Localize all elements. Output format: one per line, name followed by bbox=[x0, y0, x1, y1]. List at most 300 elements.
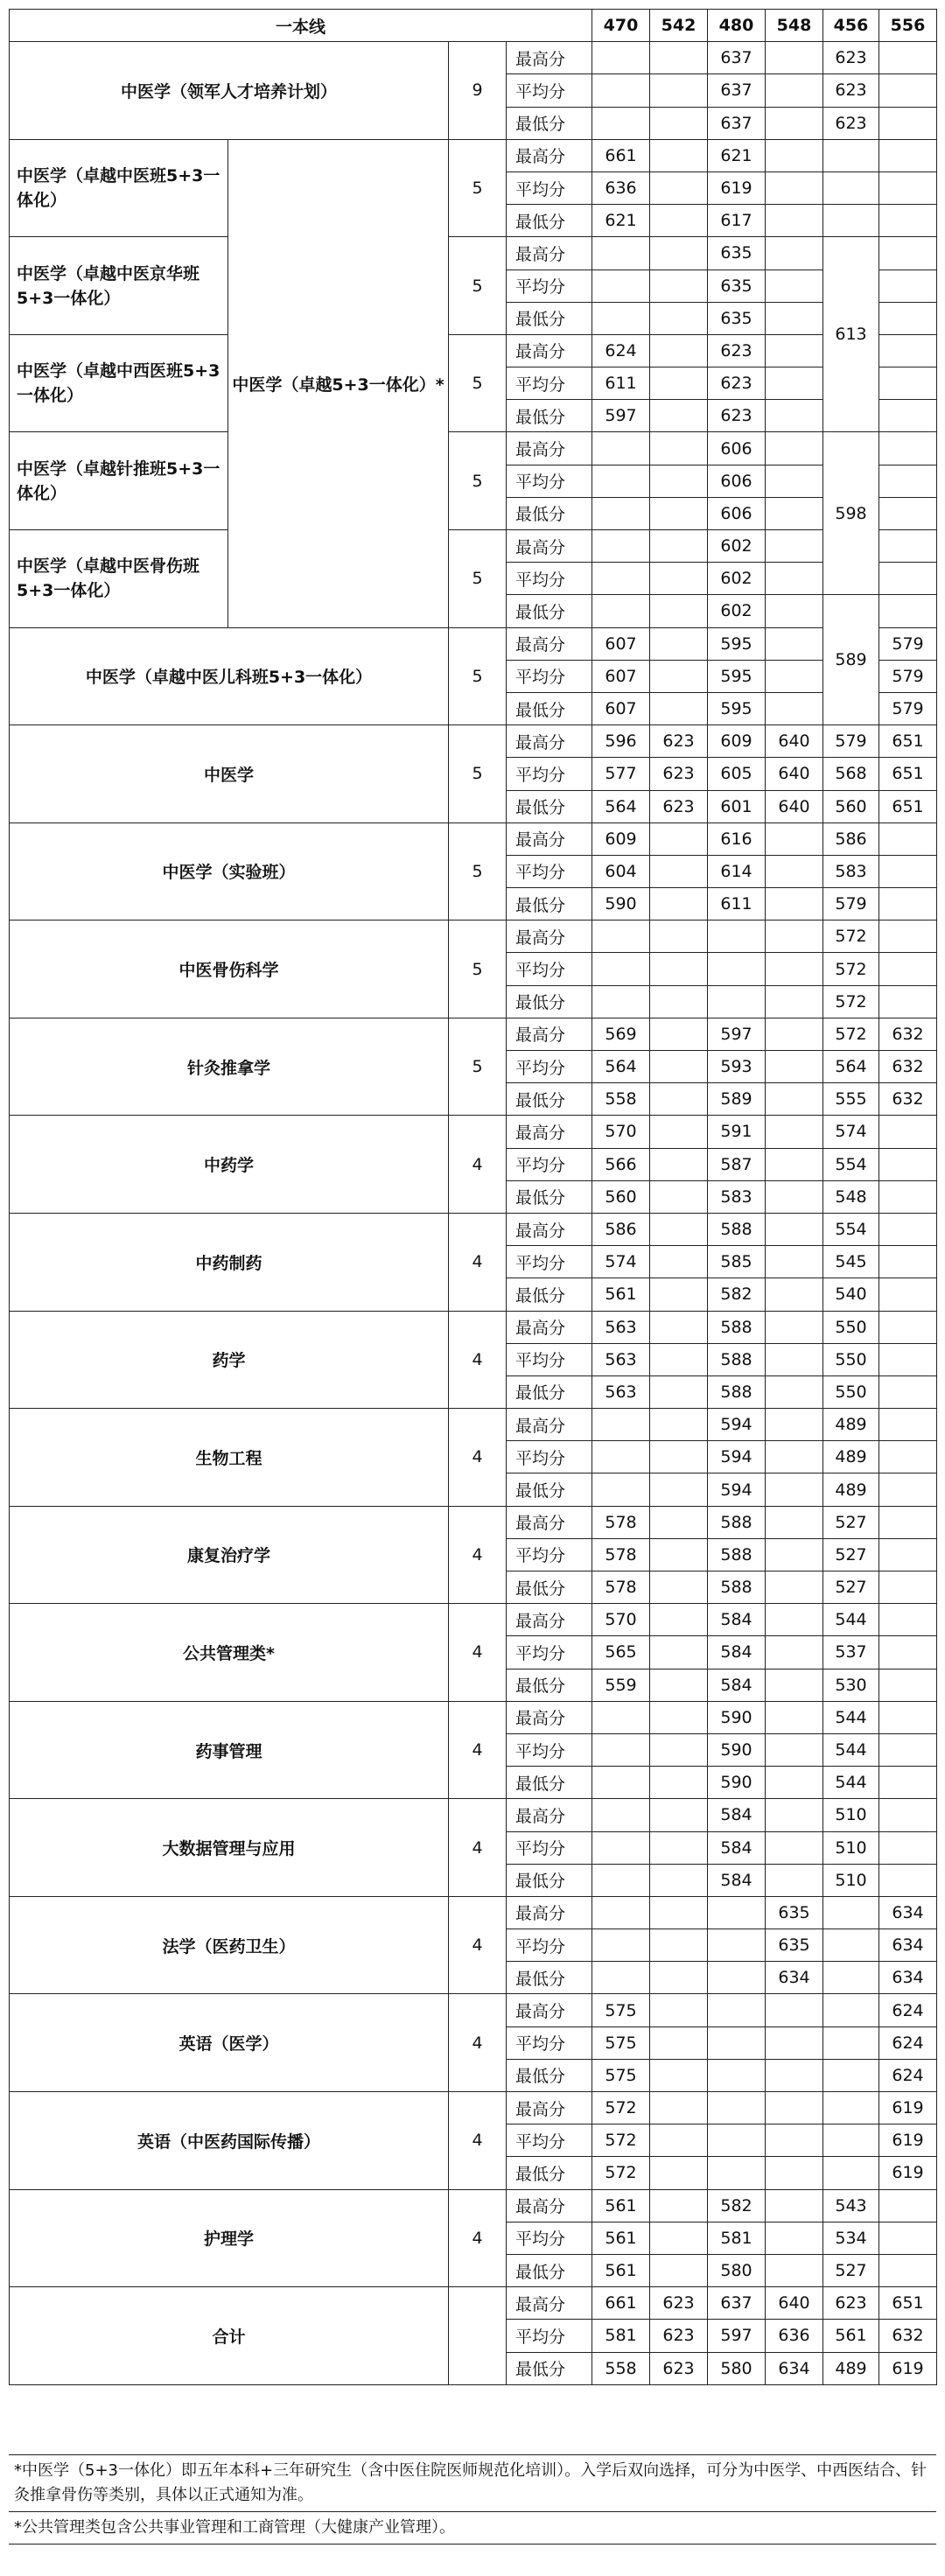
score-cell bbox=[650, 2157, 708, 2189]
score-cell: 590 bbox=[708, 1701, 766, 1733]
score-cell: 561 bbox=[823, 2320, 879, 2352]
stat-label: 平均分 bbox=[507, 855, 592, 887]
score-cell: 634 bbox=[766, 2352, 823, 2384]
stat-label: 最低分 bbox=[507, 2352, 592, 2384]
score-cell: 623 bbox=[823, 42, 879, 74]
score-cell bbox=[766, 1767, 823, 1799]
score-cell bbox=[650, 1994, 708, 2026]
score-cell bbox=[650, 2124, 708, 2157]
score-cell: 584 bbox=[708, 1864, 766, 1896]
score-cell bbox=[650, 1831, 708, 1864]
table-row bbox=[10, 2092, 937, 2124]
stat-label: 最低分 bbox=[507, 985, 592, 1018]
score-cell: 619 bbox=[879, 2157, 937, 2189]
stat-label: 平均分 bbox=[507, 2222, 592, 2254]
score-cell bbox=[650, 302, 708, 334]
score-cell bbox=[766, 1669, 823, 1701]
score-cell: 595 bbox=[708, 692, 766, 724]
stat-label: 最高分 bbox=[507, 1116, 592, 1148]
footnote-2: *公共管理类包含公共事业管理和工商管理（大健康产业管理）。 bbox=[9, 2512, 936, 2544]
score-cell bbox=[879, 172, 937, 204]
score-cell bbox=[766, 1799, 823, 1831]
header-value: 470 bbox=[592, 10, 650, 42]
score-cell: 527 bbox=[823, 1572, 879, 1604]
stat-label: 最高分 bbox=[507, 627, 592, 660]
score-cell: 607 bbox=[592, 627, 650, 660]
score-cell: 651 bbox=[879, 758, 937, 790]
program-years bbox=[449, 2287, 507, 2385]
stat-label: 最高分 bbox=[507, 139, 592, 172]
score-cell bbox=[879, 368, 937, 400]
program-name: 中医学（领军人才培养计划） bbox=[10, 42, 449, 140]
stat-label: 最高分 bbox=[507, 1701, 592, 1733]
score-cell: 510 bbox=[823, 1799, 879, 1831]
stat-label: 平均分 bbox=[507, 2320, 592, 2352]
score-cell: 635 bbox=[708, 270, 766, 302]
score-cell bbox=[650, 172, 708, 204]
score-cell bbox=[650, 1604, 708, 1636]
score-cell bbox=[708, 2092, 766, 2124]
table-row bbox=[10, 42, 937, 74]
score-cell: 616 bbox=[708, 822, 766, 855]
score-cell: 640 bbox=[766, 725, 823, 758]
score-cell: 555 bbox=[823, 1083, 879, 1116]
score-cell bbox=[823, 2059, 879, 2091]
subprogram-name: 中医学（卓越中西医班5+3一体化） bbox=[10, 334, 228, 432]
score-cell: 602 bbox=[708, 530, 766, 563]
score-cell: 550 bbox=[823, 1311, 879, 1343]
program-years: 4 bbox=[449, 1799, 507, 1897]
score-cell bbox=[766, 172, 823, 204]
stat-label: 最高分 bbox=[507, 1018, 592, 1050]
score-cell: 617 bbox=[708, 205, 766, 237]
score-cell bbox=[650, 1799, 708, 1831]
score-cell bbox=[766, 1311, 823, 1343]
stat-label: 最高分 bbox=[507, 2092, 592, 2124]
score-cell bbox=[592, 1831, 650, 1864]
score-cell bbox=[766, 1018, 823, 1050]
score-cell bbox=[766, 1376, 823, 1408]
score-cell bbox=[592, 497, 650, 529]
table-row bbox=[10, 725, 937, 758]
score-cell bbox=[879, 1409, 937, 1441]
score-cell bbox=[592, 530, 650, 563]
program-years: 4 bbox=[449, 1409, 507, 1507]
score-cell bbox=[766, 74, 823, 107]
score-cell bbox=[879, 1733, 937, 1766]
score-cell bbox=[879, 1572, 937, 1604]
table-row bbox=[10, 432, 937, 465]
score-cell: 565 bbox=[592, 1636, 650, 1669]
score-cell: 623 bbox=[823, 2287, 879, 2320]
score-cell: 510 bbox=[823, 1864, 879, 1896]
score-cell: 590 bbox=[592, 888, 650, 920]
stat-label: 最低分 bbox=[507, 1572, 592, 1604]
score-cell: 637 bbox=[708, 42, 766, 74]
score-cell: 572 bbox=[823, 985, 879, 1018]
table-row bbox=[10, 627, 937, 660]
stat-label: 平均分 bbox=[507, 1343, 592, 1376]
score-cell bbox=[650, 2222, 708, 2254]
score-cell: 540 bbox=[823, 1278, 879, 1311]
score-cell: 572 bbox=[592, 2157, 650, 2189]
score-cell bbox=[650, 1278, 708, 1311]
score-cell: 527 bbox=[823, 2254, 879, 2286]
program-name: 中医骨伤科学 bbox=[10, 920, 449, 1018]
score-cell bbox=[766, 1831, 823, 1864]
header-value: 456 bbox=[823, 10, 879, 42]
score-cell bbox=[823, 139, 879, 172]
score-cell: 590 bbox=[708, 1767, 766, 1799]
score-cell bbox=[766, 465, 823, 497]
stat-label: 最低分 bbox=[507, 205, 592, 237]
program-years: 4 bbox=[449, 1506, 507, 1604]
header-value: 542 bbox=[650, 10, 708, 42]
program-name: 中医学（卓越中医儿科班5+3一体化） bbox=[10, 627, 449, 725]
score-cell: 563 bbox=[592, 1376, 650, 1408]
score-cell bbox=[879, 530, 937, 563]
score-cell: 559 bbox=[592, 1669, 650, 1701]
score-cell bbox=[879, 1538, 937, 1571]
score-cell bbox=[766, 953, 823, 985]
score-cell bbox=[650, 855, 708, 887]
stat-label: 最高分 bbox=[507, 1311, 592, 1343]
score-cell bbox=[650, 1148, 708, 1180]
score-cell bbox=[592, 1441, 650, 1474]
stat-label: 平均分 bbox=[507, 1538, 592, 1571]
score-cell bbox=[650, 1474, 708, 1506]
score-cell bbox=[650, 1864, 708, 1896]
score-cell bbox=[708, 2157, 766, 2189]
stat-label: 平均分 bbox=[507, 1733, 592, 1766]
score-cell: 589 bbox=[708, 1083, 766, 1116]
score-cell bbox=[708, 2059, 766, 2091]
stat-label: 最低分 bbox=[507, 2059, 592, 2091]
score-cell bbox=[650, 1962, 708, 1994]
score-cell bbox=[766, 270, 823, 302]
score-cell bbox=[592, 1701, 650, 1733]
score-cell bbox=[592, 920, 650, 953]
score-cell bbox=[823, 1929, 879, 1962]
score-cell bbox=[766, 855, 823, 887]
score-cell bbox=[650, 1733, 708, 1766]
stat-label: 平均分 bbox=[507, 465, 592, 497]
score-cell bbox=[766, 334, 823, 367]
score-cell: 594 bbox=[708, 1441, 766, 1474]
score-cell: 619 bbox=[879, 2124, 937, 2157]
score-cell: 548 bbox=[823, 1180, 879, 1213]
score-cell bbox=[766, 1278, 823, 1311]
score-cell bbox=[879, 1604, 937, 1636]
score-cell bbox=[879, 432, 937, 465]
score-cell: 635 bbox=[766, 1929, 823, 1962]
stat-label: 平均分 bbox=[507, 1831, 592, 1864]
score-cell: 602 bbox=[708, 563, 766, 595]
score-cell bbox=[879, 855, 937, 887]
score-cell: 588 bbox=[708, 1572, 766, 1604]
score-cell bbox=[879, 139, 937, 172]
stat-label: 最高分 bbox=[507, 237, 592, 270]
score-cell: 624 bbox=[592, 334, 650, 367]
table-row bbox=[10, 1311, 937, 1343]
stat-label: 最低分 bbox=[507, 1962, 592, 1994]
score-cell bbox=[879, 497, 937, 529]
score-cell bbox=[650, 1896, 708, 1928]
score-cell bbox=[592, 237, 650, 270]
program-years: 5 bbox=[449, 432, 507, 530]
score-cell: 579 bbox=[823, 888, 879, 920]
table-row bbox=[10, 920, 937, 953]
score-cell bbox=[879, 237, 937, 270]
score-cell bbox=[879, 334, 937, 367]
score-cell bbox=[879, 465, 937, 497]
score-cell: 527 bbox=[823, 1538, 879, 1571]
subprogram-name: 中医学（卓越中医骨伤班5+3一体化） bbox=[10, 530, 228, 628]
score-cell: 588 bbox=[708, 1311, 766, 1343]
program-name: 英语（中医药国际传播） bbox=[10, 2092, 449, 2190]
score-cell: 572 bbox=[823, 920, 879, 953]
score-cell: 560 bbox=[823, 790, 879, 822]
score-cell bbox=[766, 530, 823, 563]
score-cell: 545 bbox=[823, 1246, 879, 1278]
program-years: 5 bbox=[449, 725, 507, 823]
score-cell bbox=[879, 1148, 937, 1180]
program-years: 4 bbox=[449, 2189, 507, 2287]
score-cell: 588 bbox=[708, 1343, 766, 1376]
score-cell: 607 bbox=[592, 692, 650, 724]
score-cell: 584 bbox=[708, 1831, 766, 1864]
score-cell bbox=[766, 1441, 823, 1474]
table-row bbox=[10, 1604, 937, 1636]
program-name: 药事管理 bbox=[10, 1701, 449, 1799]
score-cell: 651 bbox=[879, 2287, 937, 2320]
stat-label: 平均分 bbox=[507, 74, 592, 107]
program-name: 中医学 bbox=[10, 725, 449, 823]
score-cell bbox=[650, 2189, 708, 2222]
score-cell bbox=[879, 1831, 937, 1864]
score-cell bbox=[766, 139, 823, 172]
stat-label: 最高分 bbox=[507, 725, 592, 758]
program-years: 4 bbox=[449, 2092, 507, 2190]
score-cell bbox=[708, 1962, 766, 1994]
score-cell bbox=[650, 368, 708, 400]
stat-label: 平均分 bbox=[507, 953, 592, 985]
program-name: 康复治疗学 bbox=[10, 1506, 449, 1604]
subprogram-name: 中医学（卓越中医京华班5+3一体化） bbox=[10, 237, 228, 335]
score-cell bbox=[592, 563, 650, 595]
score-cell bbox=[650, 1051, 708, 1083]
score-cell: 564 bbox=[592, 790, 650, 822]
score-cell bbox=[650, 237, 708, 270]
shared-score: 598 bbox=[823, 432, 879, 595]
table-row bbox=[10, 334, 937, 367]
score-cell bbox=[650, 660, 708, 692]
score-cell bbox=[766, 1538, 823, 1571]
program-name: 生物工程 bbox=[10, 1409, 449, 1507]
score-cell bbox=[766, 1246, 823, 1278]
score-cell bbox=[592, 1409, 650, 1441]
score-cell bbox=[650, 1018, 708, 1050]
score-cell: 570 bbox=[592, 1116, 650, 1148]
score-cell: 586 bbox=[592, 1213, 650, 1245]
score-cell: 634 bbox=[879, 1896, 937, 1928]
score-cell: 619 bbox=[879, 2352, 937, 2384]
program-years: 5 bbox=[449, 237, 507, 335]
program-name: 针灸推拿学 bbox=[10, 1018, 449, 1116]
stat-label: 最低分 bbox=[507, 2157, 592, 2189]
score-cell bbox=[650, 1246, 708, 1278]
stat-label: 最高分 bbox=[507, 2287, 592, 2320]
score-cell: 651 bbox=[879, 725, 937, 758]
score-cell: 637 bbox=[708, 74, 766, 107]
footnotes bbox=[9, 2454, 936, 2544]
stat-label: 最低分 bbox=[507, 1376, 592, 1408]
score-cell: 543 bbox=[823, 2189, 879, 2222]
stat-label: 最低分 bbox=[507, 400, 592, 432]
score-cell: 489 bbox=[823, 1441, 879, 1474]
score-cell: 624 bbox=[879, 2026, 937, 2059]
score-cell: 584 bbox=[708, 1636, 766, 1669]
score-cell: 651 bbox=[879, 790, 937, 822]
score-cell bbox=[879, 42, 937, 74]
score-cell: 489 bbox=[823, 2352, 879, 2384]
score-cell: 588 bbox=[708, 1506, 766, 1538]
score-cell: 597 bbox=[592, 400, 650, 432]
score-cell: 566 bbox=[592, 1148, 650, 1180]
score-cell bbox=[879, 2189, 937, 2222]
score-cell bbox=[592, 270, 650, 302]
score-cell: 623 bbox=[650, 725, 708, 758]
table-row bbox=[10, 1994, 937, 2026]
score-cell bbox=[650, 595, 708, 627]
score-cell: 584 bbox=[708, 1669, 766, 1701]
score-cell bbox=[650, 2092, 708, 2124]
score-cell: 623 bbox=[650, 790, 708, 822]
score-cell: 578 bbox=[592, 1538, 650, 1571]
program-years: 5 bbox=[449, 334, 507, 432]
score-cell bbox=[650, 920, 708, 953]
score-cell bbox=[650, 1701, 708, 1733]
score-cell bbox=[650, 465, 708, 497]
score-cell bbox=[650, 74, 708, 107]
score-cell: 577 bbox=[592, 758, 650, 790]
stat-label: 最高分 bbox=[507, 1506, 592, 1538]
score-cell bbox=[766, 595, 823, 627]
score-cell bbox=[879, 1213, 937, 1245]
score-cell bbox=[766, 2222, 823, 2254]
score-cell: 544 bbox=[823, 1733, 879, 1766]
score-cell: 637 bbox=[708, 2287, 766, 2320]
score-cell bbox=[592, 1767, 650, 1799]
score-cell bbox=[879, 1669, 937, 1701]
score-cell: 489 bbox=[823, 1474, 879, 1506]
score-cell: 588 bbox=[708, 1538, 766, 1571]
score-cell: 623 bbox=[650, 2287, 708, 2320]
program-years: 5 bbox=[449, 1018, 507, 1116]
score-cell bbox=[879, 1376, 937, 1408]
score-cell bbox=[823, 2092, 879, 2124]
score-cell: 579 bbox=[879, 627, 937, 660]
stat-label: 平均分 bbox=[507, 660, 592, 692]
program-name: 中药学 bbox=[10, 1116, 449, 1214]
score-cell bbox=[650, 432, 708, 465]
stat-label: 平均分 bbox=[507, 563, 592, 595]
score-cell bbox=[650, 888, 708, 920]
stat-label: 平均分 bbox=[507, 270, 592, 302]
score-cell bbox=[766, 985, 823, 1018]
score-cell: 609 bbox=[708, 725, 766, 758]
score-cell: 578 bbox=[592, 1572, 650, 1604]
score-cell bbox=[823, 172, 879, 204]
score-cell: 584 bbox=[708, 1799, 766, 1831]
score-cell bbox=[879, 822, 937, 855]
score-cell bbox=[766, 1506, 823, 1538]
score-cell: 572 bbox=[592, 2124, 650, 2157]
score-cell bbox=[766, 2059, 823, 2091]
score-cell: 560 bbox=[592, 1180, 650, 1213]
score-cell: 623 bbox=[708, 368, 766, 400]
score-cell: 572 bbox=[823, 1018, 879, 1050]
score-cell bbox=[650, 107, 708, 139]
score-cell bbox=[650, 1343, 708, 1376]
score-cell bbox=[650, 334, 708, 367]
score-cell bbox=[708, 2124, 766, 2157]
program-name: 合计 bbox=[10, 2287, 449, 2385]
score-cell bbox=[766, 2157, 823, 2189]
score-cell: 624 bbox=[879, 1994, 937, 2026]
stat-label: 平均分 bbox=[507, 1929, 592, 1962]
score-cell bbox=[766, 1701, 823, 1733]
score-cell: 527 bbox=[823, 1506, 879, 1538]
stat-label: 平均分 bbox=[507, 1636, 592, 1669]
score-cell bbox=[650, 1636, 708, 1669]
score-cell bbox=[879, 1701, 937, 1733]
score-cell: 635 bbox=[708, 237, 766, 270]
score-cell bbox=[766, 1213, 823, 1245]
score-cell bbox=[766, 2254, 823, 2286]
score-cell bbox=[708, 1929, 766, 1962]
score-cell bbox=[766, 1148, 823, 1180]
score-cell bbox=[592, 42, 650, 74]
score-cell bbox=[766, 2124, 823, 2157]
score-cell bbox=[766, 302, 823, 334]
score-cell bbox=[823, 1994, 879, 2026]
score-cell: 564 bbox=[823, 1051, 879, 1083]
score-cell: 623 bbox=[650, 2320, 708, 2352]
score-cell: 561 bbox=[592, 1278, 650, 1311]
program-years: 5 bbox=[449, 920, 507, 1018]
score-cell bbox=[708, 1896, 766, 1928]
score-cell bbox=[879, 107, 937, 139]
program-name: 英语（医学） bbox=[10, 1994, 449, 2092]
table-row bbox=[10, 1701, 937, 1733]
score-cell bbox=[650, 1180, 708, 1213]
score-cell: 572 bbox=[592, 2092, 650, 2124]
score-cell: 611 bbox=[708, 888, 766, 920]
score-cell bbox=[879, 595, 937, 627]
score-cell bbox=[879, 985, 937, 1018]
stat-label: 平均分 bbox=[507, 1441, 592, 1474]
score-cell: 588 bbox=[708, 1376, 766, 1408]
shared-score: 613 bbox=[823, 237, 879, 432]
score-cell: 544 bbox=[823, 1701, 879, 1733]
score-cell bbox=[650, 42, 708, 74]
score-cell bbox=[592, 1962, 650, 1994]
score-cell bbox=[592, 1929, 650, 1962]
score-cell bbox=[650, 2254, 708, 2286]
score-cell: 580 bbox=[708, 2352, 766, 2384]
program-years: 4 bbox=[449, 1896, 507, 1994]
